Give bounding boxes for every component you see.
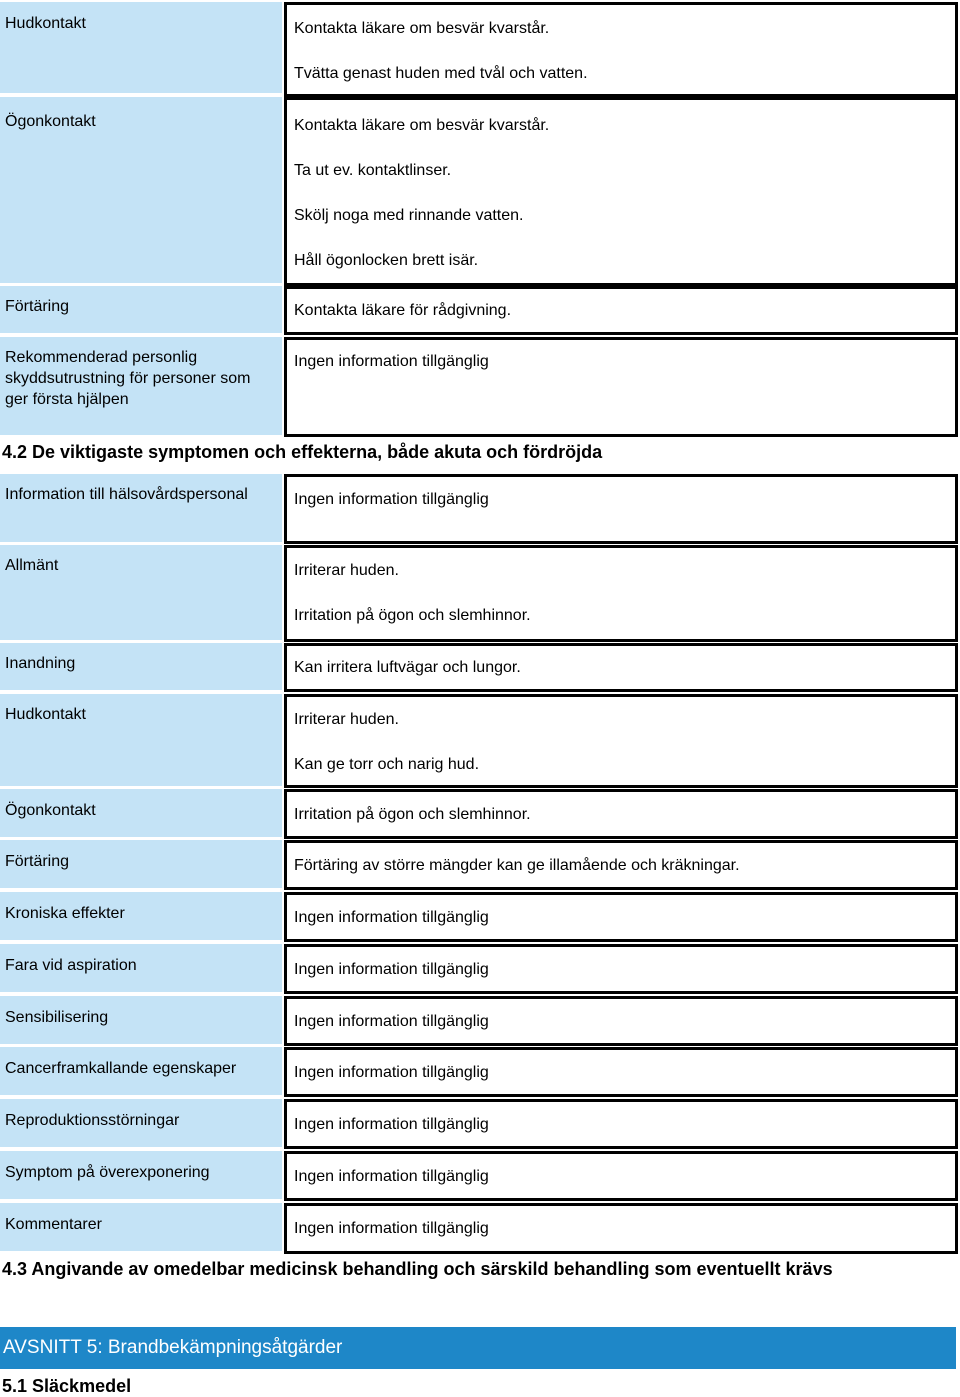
row-value-allmant [284,545,958,642]
row-label-halsovardspersonal: Information till hälsovårdspersonal [0,474,282,542]
row-value-kroniska-effekter [284,892,958,942]
row-value-halsovardspersonal [284,474,958,544]
row-label-hudkontakt-2: Hudkontakt [0,694,282,786]
value-line: Håll ögonlocken brett isär. [294,252,479,269]
value-line: Ingen information tillgänglig [294,353,489,370]
value-line: Kan irritera luftvägar och lungor. [294,659,521,676]
row-label-inandning: Inandning [0,643,282,690]
row-value-reproduktionsstorningar [284,1099,958,1149]
value-line: Kan ge torr och narig hud. [294,756,480,773]
row-value-cancerframkallande [284,1047,958,1097]
row-value-fara-vid-aspiration [284,944,958,994]
row-label-fortaring-2: Förtäring [0,840,282,888]
row-label-hudkontakt: Hudkontakt [0,2,282,93]
value-line: Irritation på ögon och slemhinnor. [294,806,531,823]
row-value-inandning [284,643,958,692]
value-line: Skölj noga med rinnande vatten. [294,207,524,224]
row-label-fara-vid-aspiration: Fara vid aspiration [0,944,282,992]
row-label-cancerframkallande: Cancerframkallande egenskaper [0,1047,282,1095]
section-5-banner: AVSNITT 5: Brandbekämpningsåtgärder [0,1327,956,1369]
value-line: Tvätta genast huden med tvål och vatten. [294,65,588,82]
row-value-sensibilisering [284,996,958,1046]
value-line: Ingen information tillgänglig [294,1220,489,1237]
row-label-allmant: Allmänt [0,545,282,640]
value-line: Kontakta läkare för rådgivning. [294,302,512,319]
value-line: Kontakta läkare om besvär kvarstår. [294,20,550,37]
row-value-fortaring [284,286,958,335]
value-line: Ingen information tillgänglig [294,1168,489,1185]
row-value-symptom-overexponering [284,1151,958,1201]
value-line: Ingen information tillgänglig [294,1064,489,1081]
value-line: Ingen information tillgänglig [294,491,489,508]
row-label-symptom-overexponering: Symptom på överexponering [0,1151,282,1199]
value-line: Irriterar huden. [294,562,399,579]
section-5-1-heading: 5.1 Släckmedel [2,1376,132,1396]
value-line: Ta ut ev. kontaktlinser. [294,162,452,179]
row-label-ogonkontakt-2: Ögonkontakt [0,789,282,837]
value-line: Förtäring av större mängder kan ge illamående och kräkningar. [294,857,740,874]
section-4-3-heading: 4.3 Angivande av omedelbar medicinsk behandling och särskild behandling som eventuellt krävs [2,1259,833,1279]
row-value-kommentarer [284,1203,958,1254]
row-label-fortaring: Förtäring [0,286,282,333]
section-4-2-heading: 4.2 De viktigaste symptomen och effekterna, både akuta och fördröjda [2,442,603,462]
row-value-ogonkontakt-2 [284,789,958,839]
row-label-ogonkontakt: Ögonkontakt [0,97,282,283]
row-label-sensibilisering: Sensibilisering [0,996,282,1044]
value-line: Ingen information tillgänglig [294,1116,489,1133]
row-value-ogonkontakt [284,97,958,286]
row-label-kommentarer: Kommentarer [0,1203,282,1251]
row-value-fortaring-2 [284,840,958,890]
row-label-reproduktionsstorningar: Reproduktionsstörningar [0,1099,282,1147]
value-line: Ingen information tillgänglig [294,961,489,978]
value-line: Irriterar huden. [294,711,399,728]
row-label-skyddsutrustning: Rekommenderad personlig skyddsutrustning för personer som ger första hjälpen [0,337,260,435]
value-line: Irritation på ögon och slemhinnor. [294,607,531,624]
row-value-skyddsutrustning [284,337,958,437]
row-label-kroniska-effekter: Kroniska effekter [0,892,282,940]
row-value-hudkontakt-2 [284,694,958,788]
label-cell-bg [260,337,282,435]
value-line: Ingen information tillgänglig [294,1013,489,1030]
value-line: Ingen information tillgänglig [294,909,489,926]
row-value-hudkontakt [284,2,958,97]
value-line: Kontakta läkare om besvär kvarstår. [294,117,550,134]
